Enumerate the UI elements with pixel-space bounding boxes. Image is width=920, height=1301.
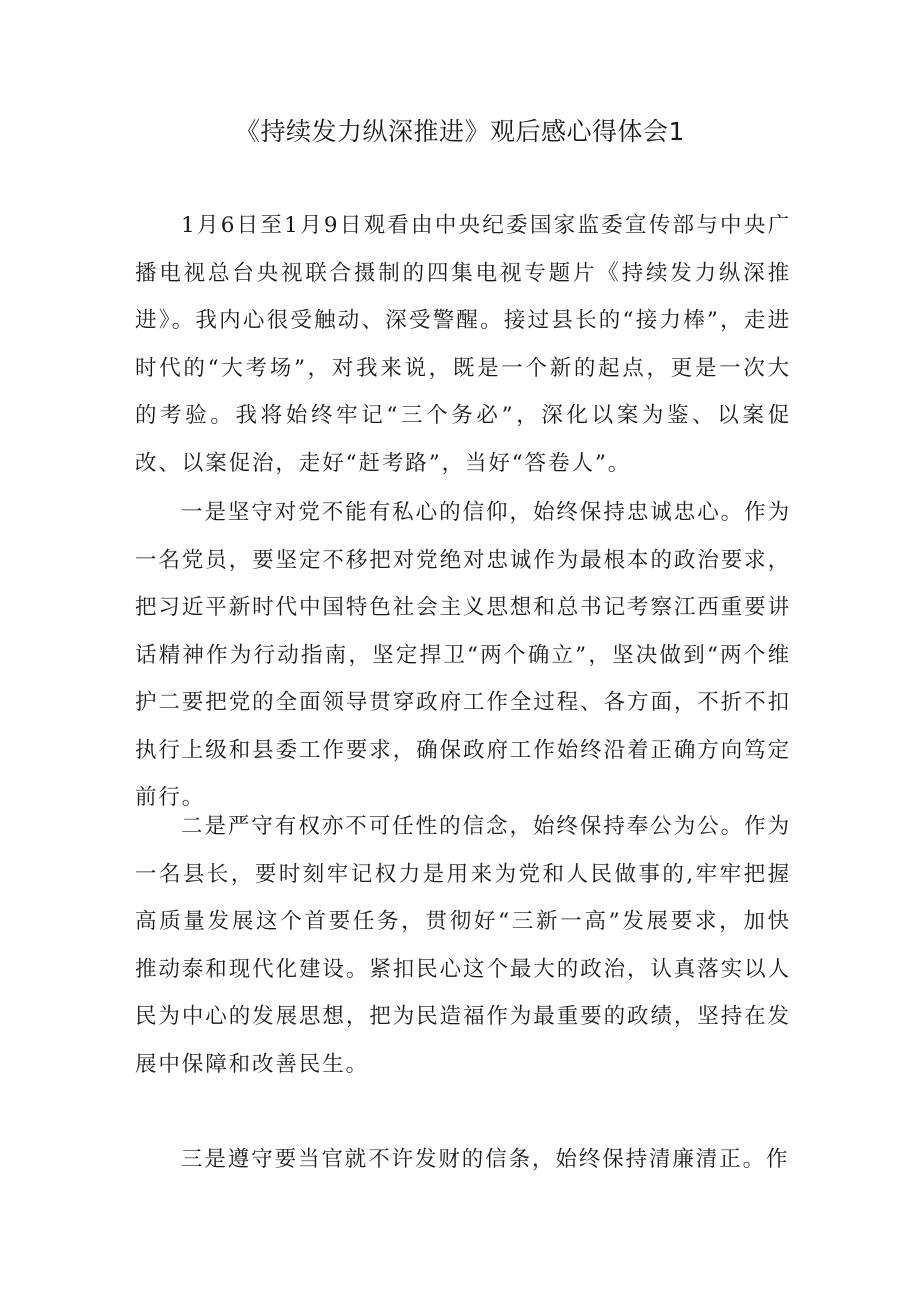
paragraph-intro: 1月6日至1月9日观看由中央纪委国家监委宣传部与中央广播电视总台央视联合摄制的四集电视专题片《持续发力纵深推进》。我内心很受触动、深受警醒。接过县长的“接力棒”，走进时代的“大考场”，对我来说，既是一个新的起点，更是一次大的考验。我将始终牢记“三个务必”，深化以案为鉴、以案促改、以案促治，走好“赶考路”，当好“答卷人”。 <box>135 213 791 476</box>
document-title: 《持续发力纵深推进》观后感心得体会1 <box>235 117 685 146</box>
paragraph-point-three: 三是遵守要当官就不许发财的信条，始终保持清廉清正。作 <box>181 1147 790 1172</box>
paragraph-point-one: 一是坚守对党不能有私心的信仰，始终保持忠诚忠心。作为一名党员，要坚定不移把对党绝对忠诚作为最根本的政治要求，把习近平新时代中国特色社会主义思想和总书记考察江西重要讲话精神作为行动指南，坚定捍卫“两个确立”，坚决做到“两个维护二要把党的全面领导贯穿政府工作全过程、各方面，不折不扣执行上级和县委工作要求，确保政府工作始终沿着正确方向笃定前行。 <box>135 500 791 810</box>
paragraph-point-two: 二是严守有权亦不可任性的信念，始终保持奉公为公。作为一名县长，要时刻牢记权力是用来为党和人民做事的,牢牢把握高质量发展这个首要任务，贯彻好“三新一高”发展要求，加快推动泰和现代化建设。紧扣民心这个最大的政治，认真落实以人民为中心的发展思想，把为民造福作为最重要的政绩，坚持在发展中保障和改善民生。 <box>135 814 791 1077</box>
